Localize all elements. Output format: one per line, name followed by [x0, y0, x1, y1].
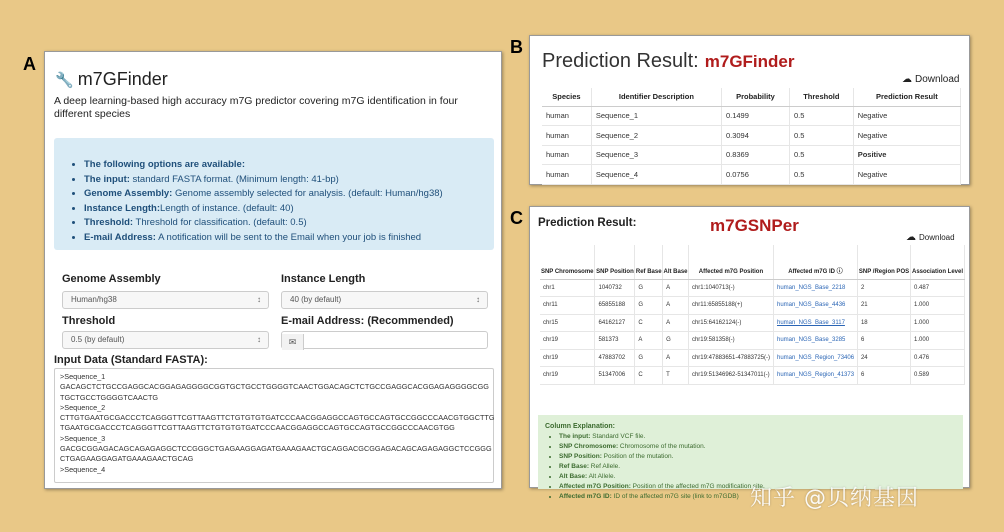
panel-label-a: A — [23, 54, 36, 74]
table-row — [542, 126, 961, 146]
table-cell: 581373 — [595, 332, 635, 350]
option-item: • E-mail Address: A notification will be sent to the Email when your job is finished — [84, 231, 494, 246]
table-cell: 0.589 — [911, 367, 965, 385]
table-cell: Positive — [853, 145, 960, 165]
option-item: • Instance Length:Length of instance. (default: 40) — [84, 202, 494, 217]
table-cell: chr19:47883651-47883725(-) — [688, 349, 773, 367]
tool-name: m7GFinder — [704, 52, 795, 71]
column-header: SNP /Region POS — [857, 245, 910, 279]
table-cell: human — [542, 106, 591, 126]
table-cell: A — [663, 314, 689, 332]
select-arrows-icon: ↕ — [476, 295, 480, 304]
table-cell: 21 — [857, 297, 910, 315]
table-cell: chr1:1040713(-) — [688, 279, 773, 297]
email-input[interactable] — [281, 331, 488, 349]
table-cell: 1040732 — [595, 279, 635, 297]
wrench-icon: 🔧 — [55, 71, 74, 89]
table-cell: 1.000 — [911, 314, 965, 332]
download-label: Download — [915, 74, 960, 85]
column-header: Association Level — [911, 245, 965, 279]
table-cell: 0.5 — [789, 165, 853, 185]
table-cell: 51347006 — [595, 367, 635, 385]
options-list — [76, 158, 494, 245]
select-arrows-icon: ↕ — [257, 295, 261, 304]
table-cell: Negative — [853, 165, 960, 185]
table-cell: chr15:64162124(-) — [688, 314, 773, 332]
table-cell: human — [542, 126, 591, 146]
download-button[interactable] — [902, 74, 959, 85]
table-cell: A — [663, 279, 689, 297]
column-header: Affected m7G ID ⓘ — [773, 245, 857, 279]
email-label: E-mail Address: (Recommended) — [281, 315, 454, 327]
table-cell: chr1 — [540, 279, 595, 297]
table-cell: 18 — [857, 314, 910, 332]
cloud-download-icon: ☁ — [902, 74, 912, 85]
table-row — [540, 367, 965, 385]
instance-length-value: 40 (by default) — [290, 295, 342, 304]
option-item: • The input: standard FASTA format. (Minimum length: 41-bp) — [84, 173, 494, 188]
table-cell: 0.476 — [911, 349, 965, 367]
threshold-label: Threshold — [62, 315, 116, 327]
table-row — [540, 297, 965, 315]
envelope-icon: ✉ — [282, 334, 304, 350]
column-header: Affected m7G Position — [688, 245, 773, 279]
table-cell: Negative — [853, 106, 960, 126]
table-cell: chr19 — [540, 367, 595, 385]
m7g-id-link[interactable]: human_NGS_Region_73406 — [773, 349, 857, 367]
table-cell: 64162127 — [595, 314, 635, 332]
explanation-title: Column Explanation: — [545, 423, 615, 430]
select-arrows-icon: ↕ — [257, 335, 261, 344]
table-cell: 0.8369 — [721, 145, 789, 165]
column-header: Alt Base — [663, 245, 689, 279]
table-row — [540, 332, 965, 350]
column-header: SNP Position — [595, 245, 635, 279]
column-header: Species — [542, 88, 591, 106]
table-row — [542, 106, 961, 126]
m7g-id-link[interactable]: human_NGS_Base_2218 — [773, 279, 857, 297]
app-subtitle: A deep learning-based high accuracy m7G predictor covering m7G identification in four different species — [54, 95, 458, 120]
column-header: Prediction Result — [853, 88, 960, 106]
column-header: Probability — [721, 88, 789, 106]
tool-name: m7GSNPer — [710, 216, 799, 235]
instance-length-label: Instance Length — [281, 273, 366, 285]
column-header: Ref Base — [635, 245, 663, 279]
table-cell: G — [635, 297, 663, 315]
column-header: Identifier Description — [591, 88, 721, 106]
genome-assembly-select[interactable] — [62, 291, 269, 309]
fasta-label: Input Data (Standard FASTA): — [54, 354, 208, 366]
table-cell: A — [663, 349, 689, 367]
m7gfinder-result-panel — [529, 35, 970, 185]
table-cell: Negative — [853, 126, 960, 146]
watermark: 知乎 @贝纳基因 — [750, 486, 919, 511]
table-row — [540, 349, 965, 367]
explanation-item: • Ref Base: Ref Allele. — [559, 462, 963, 472]
table-cell: Sequence_2 — [591, 126, 721, 146]
table-cell: chr19:581358(-) — [688, 332, 773, 350]
explanation-item: • The input: Standard VCF file. — [559, 432, 963, 442]
table-cell: chr19 — [540, 349, 595, 367]
download-label: Download — [919, 233, 955, 242]
table-cell: C — [635, 314, 663, 332]
table-cell: 1.000 — [911, 332, 965, 350]
table-cell: 47883702 — [595, 349, 635, 367]
options-info-box — [54, 138, 494, 250]
prediction-table — [542, 88, 961, 185]
m7g-id-link[interactable]: human_NGS_Base_3117 — [773, 314, 857, 332]
table-cell: G — [635, 279, 663, 297]
table-cell: T — [663, 367, 689, 385]
table-row — [542, 145, 961, 165]
cloud-download-icon: ☁ — [906, 232, 916, 243]
threshold-value: 0.5 (by default) — [71, 335, 125, 344]
explanation-item: • SNP Chromosome: Chromosome of the mutation. — [559, 442, 963, 452]
table-cell: 6 — [857, 367, 910, 385]
panel-label-b: B — [510, 37, 523, 57]
app-title — [55, 69, 168, 90]
table-cell: A — [663, 297, 689, 315]
table-cell: chr19:51346962-51347011(-) — [688, 367, 773, 385]
column-header: Threshold — [789, 88, 853, 106]
table-cell: 65855188 — [595, 297, 635, 315]
table-cell: 1.000 — [911, 297, 965, 315]
table-cell: G — [663, 332, 689, 350]
column-header: SNP Chromosome — [540, 245, 595, 279]
table-cell: G — [635, 349, 663, 367]
m7g-id-link[interactable]: human_NGS_Base_3285 — [773, 332, 857, 350]
panel-label-c: C — [510, 208, 523, 228]
explanation-item: • SNP Position: Position of the mutation. — [559, 452, 963, 462]
table-cell: human — [542, 165, 591, 185]
result-title-text: Prediction Result: — [542, 50, 699, 72]
table-row — [540, 314, 965, 332]
m7g-id-link[interactable]: human_NGS_Region_41373 — [773, 367, 857, 385]
table-cell: 24 — [857, 349, 910, 367]
table-cell: C — [635, 367, 663, 385]
table-cell: human — [542, 145, 591, 165]
table-row — [542, 165, 961, 185]
table-cell: chr11:65855188(+) — [688, 297, 773, 315]
explanation-item: • Affected m7G ID: ID of the affected m7G site (link to m7GDB) — [559, 492, 963, 502]
table-cell: 0.5 — [789, 106, 853, 126]
result-title — [542, 50, 795, 73]
table-cell: 0.487 — [911, 279, 965, 297]
table-cell: 0.5 — [789, 145, 853, 165]
fasta-textarea[interactable]: >Sequence_1 GACAGCTCTGCCGAGGCACGGAGAGGGGCGGTGCTGCCTGGGGTCAACTGGACAGCTCTGCCGAGGCACGGAGAGGGGCGG TGCTGCCTGGGGTCAACTG >Sequence_2 CTTGTGAATGCGACCCTCAGGGTTCGTTAAGTTCTGTGTGTGATCCCAACGGAGGCCAGTGCCAGTGCCGGCCCAACGTGGCTTG TGAATGCGACCCTCAGGGTTCGTTAAGTTCTGTGTGTGATCCCAACGGAGGCCAGTGCCAGTGCCGGCCCAACGTGG >Sequence_3 GACGCGGAGACAGCAGAGAGGCTCCGGGCTGAGAAGGAGATGAAAGAACTGCAGGACGCGGAGACAGCAGAGAGGCTCCGGG CTGAGAAGGAGATGAAAGAACTGCAG >Sequence_4 — [54, 368, 494, 483]
genome-assembly-value: Human/hg38 — [71, 295, 117, 304]
table-cell: chr11 — [540, 297, 595, 315]
result-title: Prediction Result: — [538, 217, 637, 229]
download-button[interactable] — [906, 232, 955, 243]
option-item: • Threshold: Threshold for classification. (default: 0.5) — [84, 216, 494, 231]
table-cell: 0.0756 — [721, 165, 789, 185]
table-cell: A — [635, 332, 663, 350]
table-cell: chr15 — [540, 314, 595, 332]
genome-assembly-label: Genome Assembly — [62, 273, 161, 285]
table-cell: Sequence_1 — [591, 106, 721, 126]
app-title-text: m7GFinder — [77, 69, 168, 89]
table-row — [540, 279, 965, 297]
m7gfinder-form-panel — [44, 51, 502, 489]
table-cell: Sequence_3 — [591, 145, 721, 165]
table-cell: 0.1499 — [721, 106, 789, 126]
instance-length-select[interactable] — [281, 291, 488, 309]
option-item: • The following options are available: — [84, 158, 494, 173]
m7g-id-link[interactable]: human_NGS_Base_4436 — [773, 297, 857, 315]
explanation-item: • Affected m7G Position: Position of the affected m7G modification site. — [559, 482, 963, 492]
table-cell: 2 — [857, 279, 910, 297]
option-item: • Genome Assembly: Genome assembly selected for analysis. (default: Human/hg38) — [84, 187, 494, 202]
threshold-select[interactable] — [62, 331, 269, 349]
table-cell: chr19 — [540, 332, 595, 350]
table-cell: 6 — [857, 332, 910, 350]
explanation-item: • Alt Base: Alt Allele. — [559, 472, 963, 482]
table-cell: Sequence_4 — [591, 165, 721, 185]
table-cell: 0.3094 — [721, 126, 789, 146]
snp-table — [540, 245, 965, 385]
table-cell: 0.5 — [789, 126, 853, 146]
